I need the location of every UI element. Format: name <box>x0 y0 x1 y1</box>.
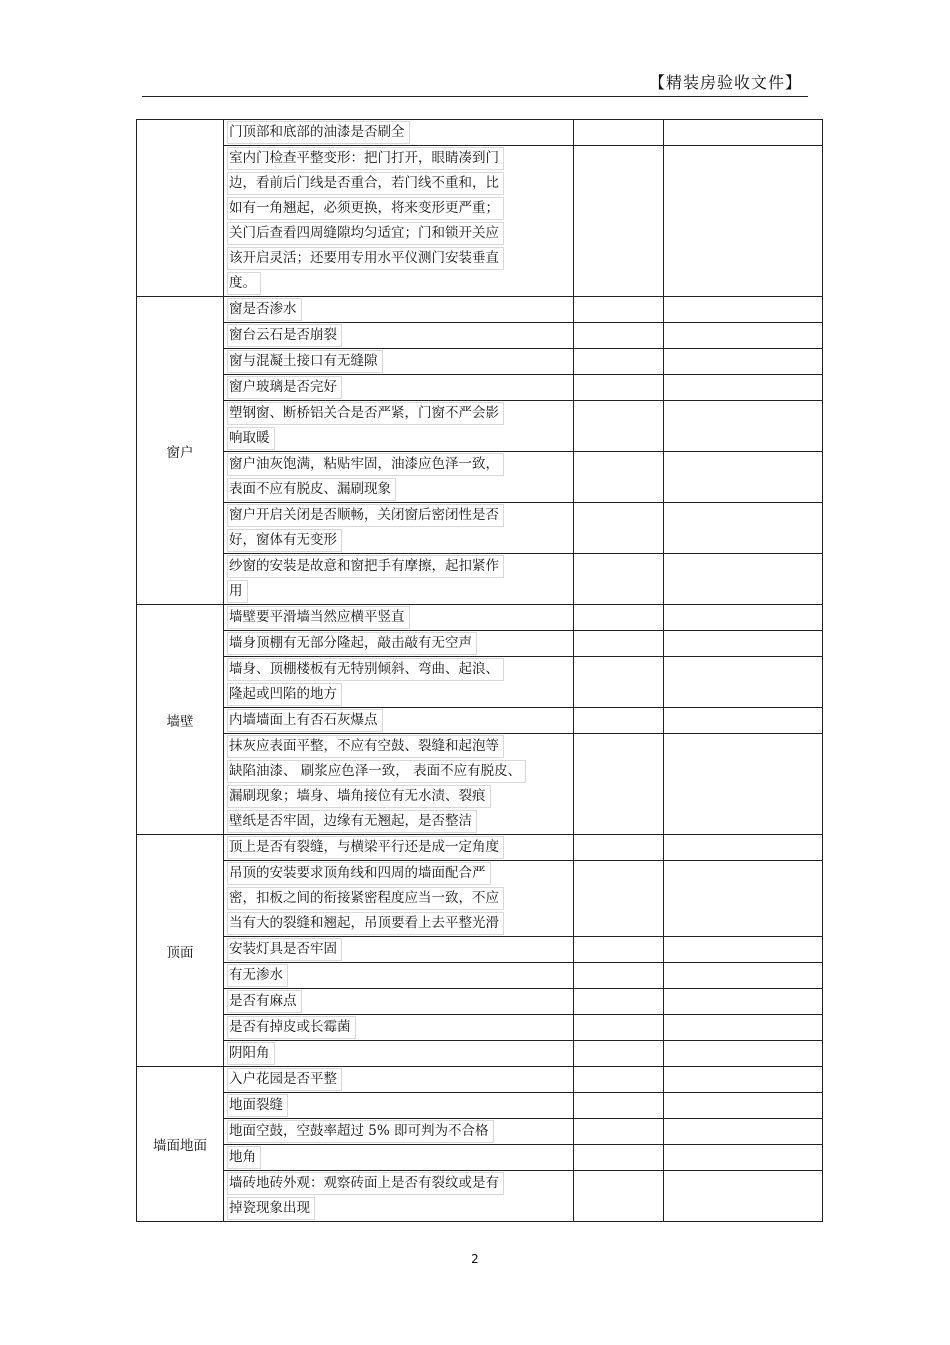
item-text: 密，扣板之间的衔接紧密程度应当一致，不应 <box>227 887 504 910</box>
item-text-line <box>224 759 573 784</box>
document-header-title: 【精装房验收文件】 <box>648 73 802 92</box>
item-text-line <box>224 605 573 630</box>
table-row <box>137 937 823 963</box>
item-text: 地角 <box>227 1146 261 1169</box>
item-text: 抹灰应表面平整，不应有空鼓、裂缝和起泡等 <box>227 735 504 758</box>
result-cell[interactable] <box>574 835 664 861</box>
result-cell[interactable] <box>574 375 664 401</box>
result-cell[interactable] <box>574 349 664 375</box>
category-cell <box>137 120 224 297</box>
result-cell[interactable] <box>574 1119 664 1145</box>
item-text-line <box>224 297 573 322</box>
remarks-cell[interactable] <box>664 657 823 708</box>
item-text-line <box>224 1119 573 1144</box>
inspection-table <box>136 119 823 1222</box>
category-cell <box>137 297 224 605</box>
inspection-item-cell <box>224 323 574 349</box>
inspection-item-cell <box>224 835 574 861</box>
result-cell[interactable] <box>574 297 664 323</box>
result-cell[interactable] <box>574 1145 664 1171</box>
remarks-cell[interactable] <box>664 963 823 989</box>
table-row <box>137 1145 823 1171</box>
result-cell[interactable] <box>574 861 664 937</box>
inspection-item-cell <box>224 989 574 1015</box>
remarks-cell[interactable] <box>664 554 823 605</box>
result-cell[interactable] <box>574 401 664 452</box>
item-text: 墙壁要平滑墙当然应横平竖直 <box>227 606 410 629</box>
item-text: 吊顶的安装要求顶角线和四周的墙面配合严 <box>227 862 491 885</box>
item-text-line <box>224 1041 573 1066</box>
table-row <box>137 835 823 861</box>
item-text: 安装灯具是否牢固 <box>227 938 342 961</box>
table-row <box>137 734 823 835</box>
result-cell[interactable] <box>574 1015 664 1041</box>
item-text: 室内门检查平整变形：把门打开，眼睛凑到门 <box>227 147 504 170</box>
item-text-line <box>224 375 573 400</box>
item-text: 墙身、顶棚楼板有无特别倾斜、弯曲、起浪、 <box>227 658 504 681</box>
table-row <box>137 375 823 401</box>
inspection-item-cell <box>224 657 574 708</box>
result-cell[interactable] <box>574 605 664 631</box>
inspection-item-cell <box>224 605 574 631</box>
table-row <box>137 1041 823 1067</box>
item-text-line <box>224 835 573 860</box>
remarks-cell[interactable] <box>664 452 823 503</box>
item-text: 漏刷现象；墙身、墙角接位有无水渍、裂痕 <box>227 785 491 808</box>
remarks-cell[interactable] <box>664 1145 823 1171</box>
table-row <box>137 554 823 605</box>
inspection-item-cell <box>224 861 574 937</box>
inspection-item-cell <box>224 452 574 503</box>
item-text: 是否有麻点 <box>227 990 302 1013</box>
table-row <box>137 323 823 349</box>
table-row <box>137 708 823 734</box>
item-text-line <box>224 221 573 246</box>
item-text-line <box>224 120 573 145</box>
item-text: 顶上是否有裂缝，与横梁平行还是成一定角度 <box>227 836 504 859</box>
inspection-item-cell <box>224 937 574 963</box>
remarks-cell[interactable] <box>664 861 823 937</box>
category-label: 墙壁 <box>166 713 194 730</box>
remarks-cell[interactable] <box>664 835 823 861</box>
inspection-item-cell <box>224 1093 574 1119</box>
item-text-line <box>224 271 573 296</box>
item-text: 门顶部和底部的油漆是否刷全 <box>227 121 410 144</box>
item-text: 窗与混凝土接口有无缝隙 <box>227 350 383 373</box>
item-text: 度。 <box>227 272 261 295</box>
table-row <box>137 1015 823 1041</box>
remarks-cell[interactable] <box>664 1171 823 1222</box>
table-row <box>137 657 823 708</box>
table-row <box>137 146 823 297</box>
item-text: 如有一角翘起，必须更换，将来变形更严重； <box>227 197 504 220</box>
remarks-cell[interactable] <box>664 631 823 657</box>
item-text-line <box>224 682 573 707</box>
category-cell <box>137 605 224 835</box>
remarks-cell[interactable] <box>664 937 823 963</box>
item-text: 窗户油灰饱满，粘贴牢固，油漆应色泽一致， <box>227 453 504 476</box>
item-text: 用 <box>227 580 248 603</box>
result-cell[interactable] <box>574 1041 664 1067</box>
remarks-cell[interactable] <box>664 323 823 349</box>
item-text: 表面不应有脱皮、漏刷现象 <box>227 478 396 501</box>
item-text-line <box>224 886 573 911</box>
item-text: 窗台云石是否崩裂 <box>227 324 342 347</box>
item-text-line <box>224 1015 573 1040</box>
remarks-cell[interactable] <box>664 605 823 631</box>
item-text: 响取暖 <box>227 427 275 450</box>
inspection-item-cell <box>224 1171 574 1222</box>
category-label: 顶面 <box>166 944 194 961</box>
item-text-line <box>224 631 573 656</box>
item-text: 地面裂缝 <box>227 1094 288 1117</box>
category-label: 窗户 <box>166 444 194 461</box>
item-text-line <box>224 171 573 196</box>
item-text-line <box>224 657 573 682</box>
inspection-item-cell <box>224 1067 574 1093</box>
item-text-line <box>224 1171 573 1196</box>
result-cell[interactable] <box>574 1093 664 1119</box>
table-row <box>137 1067 823 1093</box>
item-text-line <box>224 349 573 374</box>
item-text: 窗户玻璃是否完好 <box>227 376 342 399</box>
item-text-line <box>224 1145 573 1170</box>
item-text: 塑钢窗、断桥铝关合是否严紧，门窗不严会影 <box>227 402 504 425</box>
table-row <box>137 120 823 146</box>
result-cell[interactable] <box>574 963 664 989</box>
remarks-cell[interactable] <box>664 1041 823 1067</box>
remarks-cell[interactable] <box>664 1093 823 1119</box>
item-text-line <box>224 401 573 426</box>
item-text-line <box>224 911 573 936</box>
item-text-line <box>224 323 573 348</box>
item-text-line <box>224 734 573 759</box>
result-cell[interactable] <box>574 1171 664 1222</box>
result-cell[interactable] <box>574 734 664 835</box>
result-cell[interactable] <box>574 323 664 349</box>
category-cell <box>137 835 224 1067</box>
item-text-line <box>224 426 573 451</box>
remarks-cell[interactable] <box>664 1067 823 1093</box>
inspection-item-cell <box>224 1119 574 1145</box>
inspection-item-cell <box>224 1041 574 1067</box>
result-cell[interactable] <box>574 554 664 605</box>
item-text: 边，看前后门线是否重合，若门线不重和，比 <box>227 172 504 195</box>
item-text-line <box>224 579 573 604</box>
item-text-line <box>224 528 573 553</box>
item-text: 窗户开启关闭是否顺畅，关闭窗后密闭性是否 <box>227 504 504 527</box>
remarks-cell[interactable] <box>664 120 823 146</box>
result-cell[interactable] <box>574 452 664 503</box>
table-row <box>137 1171 823 1222</box>
remarks-cell[interactable] <box>664 1015 823 1041</box>
inspection-item-cell <box>224 554 574 605</box>
remarks-cell[interactable] <box>664 146 823 297</box>
table-row <box>137 989 823 1015</box>
item-text: 壁纸是否牢固，边缘有无翘起，是否整洁 <box>227 810 477 833</box>
item-text: 该开启灵活；还要用专用水平仪测门安装垂直 <box>227 247 504 270</box>
item-text-line <box>224 196 573 221</box>
table-row <box>137 605 823 631</box>
item-text-line <box>224 809 573 834</box>
table-row <box>137 297 823 323</box>
item-text-line <box>224 937 573 962</box>
inspection-item-cell <box>224 297 574 323</box>
table-row <box>137 503 823 554</box>
item-text-line <box>224 554 573 579</box>
inspection-item-cell <box>224 349 574 375</box>
item-text-line <box>224 861 573 886</box>
item-text: 隆起或凹陷的地方 <box>227 683 342 706</box>
result-cell[interactable] <box>574 708 664 734</box>
remarks-cell[interactable] <box>664 297 823 323</box>
remarks-cell[interactable] <box>664 989 823 1015</box>
result-cell[interactable] <box>574 1067 664 1093</box>
item-text: 阴阳角 <box>227 1042 275 1065</box>
page-number: 2 <box>471 1252 479 1266</box>
inspection-item-cell <box>224 146 574 297</box>
table-row <box>137 452 823 503</box>
item-text-line <box>224 452 573 477</box>
table-row <box>137 1119 823 1145</box>
item-text-line <box>224 146 573 171</box>
remarks-cell[interactable] <box>664 734 823 835</box>
item-text: 纱窗的安装是故意和窗把手有摩擦，起扣紧作 <box>227 555 504 578</box>
item-text: 地面空鼓，空鼓率超过 5% 即可判为不合格 <box>227 1120 494 1143</box>
item-text: 墙身顶棚有无部分隆起，敲击敲有无空声 <box>227 632 477 655</box>
remarks-cell[interactable] <box>664 349 823 375</box>
inspection-item-cell <box>224 708 574 734</box>
item-text-line <box>224 1067 573 1092</box>
item-text: 窗是否渗水 <box>227 298 302 321</box>
item-text: 缺陷油漆、 刷浆应色泽一致， 表面不应有脱皮、 <box>227 760 526 783</box>
table-row <box>137 861 823 937</box>
inspection-item-cell <box>224 375 574 401</box>
header-rule <box>142 96 808 97</box>
item-text-line <box>224 246 573 271</box>
item-text-line <box>224 1093 573 1118</box>
item-text: 入户花园是否平整 <box>227 1068 342 1091</box>
remarks-cell[interactable] <box>664 401 823 452</box>
inspection-item-cell <box>224 631 574 657</box>
inspection-item-cell <box>224 1015 574 1041</box>
item-text: 有无渗水 <box>227 964 288 987</box>
result-cell[interactable] <box>574 120 664 146</box>
table-row <box>137 963 823 989</box>
table-row <box>137 631 823 657</box>
item-text: 内墙墙面上有否石灰爆点 <box>227 709 383 732</box>
remarks-cell[interactable] <box>664 1119 823 1145</box>
item-text-line <box>224 963 573 988</box>
category-cell <box>137 1067 224 1222</box>
inspection-item-cell <box>224 734 574 835</box>
inspection-table-body <box>137 120 823 1222</box>
inspection-item-cell <box>224 120 574 146</box>
inspection-item-cell <box>224 503 574 554</box>
result-cell[interactable] <box>574 503 664 554</box>
result-cell[interactable] <box>574 146 664 297</box>
item-text: 墙砖地砖外观：观察砖面上是否有裂纹或是有 <box>227 1172 504 1195</box>
result-cell[interactable] <box>574 989 664 1015</box>
table-row <box>137 1093 823 1119</box>
inspection-item-cell <box>224 401 574 452</box>
result-cell[interactable] <box>574 631 664 657</box>
item-text: 当有大的裂缝和翘起，吊顶要看上去平整光滑 <box>227 912 504 935</box>
item-text-line <box>224 503 573 528</box>
item-text: 是否有掉皮或长霉菌 <box>227 1016 356 1039</box>
table-row <box>137 401 823 452</box>
item-text-line <box>224 708 573 733</box>
category-label: 墙面地面 <box>153 1138 207 1154</box>
item-text: 关门后查看四周缝隙均匀适宜；门和锁开关应 <box>227 222 504 245</box>
inspection-item-cell <box>224 963 574 989</box>
item-text: 好，窗体有无变形 <box>227 529 342 552</box>
remarks-cell[interactable] <box>664 503 823 554</box>
item-text-line <box>224 477 573 502</box>
result-cell[interactable] <box>574 937 664 963</box>
remarks-cell[interactable] <box>664 708 823 734</box>
inspection-item-cell <box>224 1145 574 1171</box>
item-text-line <box>224 1196 573 1221</box>
table-row <box>137 349 823 375</box>
remarks-cell[interactable] <box>664 375 823 401</box>
item-text-line <box>224 784 573 809</box>
item-text: 掉瓷现象出现 <box>227 1197 315 1220</box>
result-cell[interactable] <box>574 657 664 708</box>
item-text-line <box>224 989 573 1014</box>
